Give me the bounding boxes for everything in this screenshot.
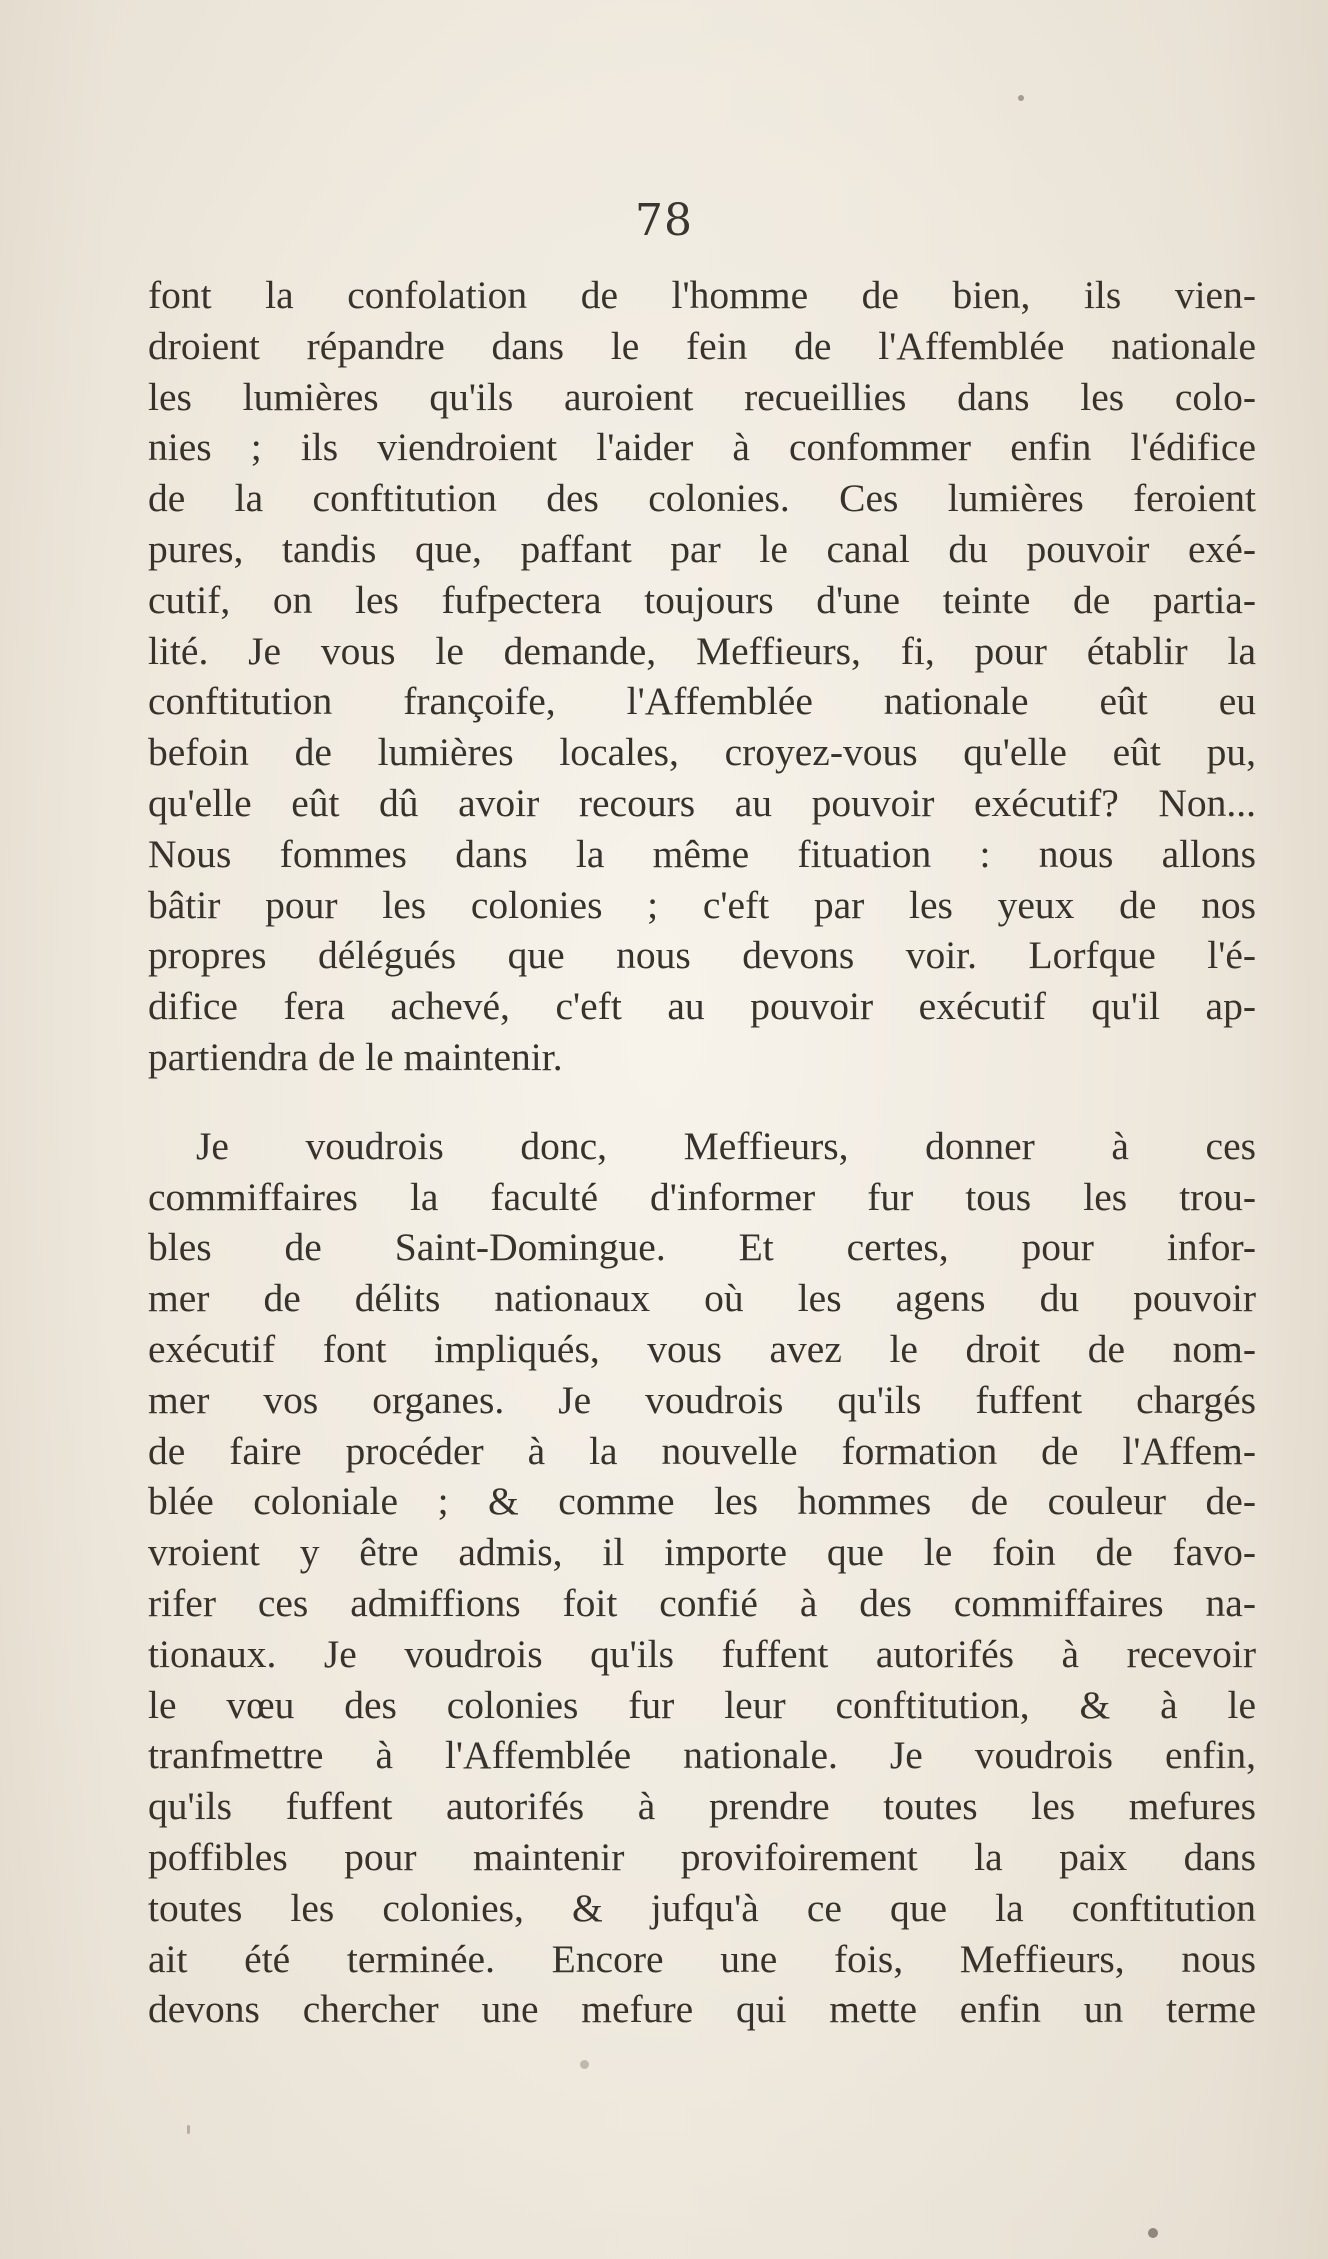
text-line: nies ; ils viendroient l'aider à confommer enfin l'édifice — [148, 425, 1256, 470]
text-line: Nous fommes dans la même fituation : nous allons — [148, 831, 1256, 876]
text-line: le vœu des colonies fur leur conftitution, & à le — [148, 1682, 1256, 1727]
text-line: bles de Saint-Domingue. Et certes, pour infor- — [148, 1225, 1256, 1270]
text-line: exécutif font impliqués, vous avez le droit de nom- — [148, 1326, 1256, 1371]
text-line: befoin de lumières locales, croyez-vous qu'elle eût pu, — [148, 730, 1256, 775]
text-line: toutes les colonies, & jufqu'à ce que la conftitution — [148, 1885, 1256, 1930]
paper-speck — [1148, 2228, 1158, 2238]
paragraph-gap — [148, 1083, 1256, 1121]
text-line: commiffaires la faculté d'informer fur tous les trou- — [148, 1174, 1256, 1219]
text-line: font la confolation de l'homme de bien, ils vien- — [148, 273, 1256, 317]
text-line: les lumières qu'ils auroient recueillies dans les colo- — [148, 374, 1256, 419]
text-line: vroient y être admis, il importe que le foin de favo- — [148, 1530, 1256, 1575]
text-line: qu'elle eût dû avoir recours au pouvoir exécutif? Non... — [148, 780, 1256, 825]
text-line: blée coloniale ; & comme les hommes de couleur de- — [148, 1479, 1256, 1524]
text-line: conftitution françoife, l'Affemblée nationale eût eu — [148, 679, 1256, 724]
paper-speck — [580, 2060, 589, 2069]
text-line: cutif, on les fufpectera toujours d'une teinte de partia- — [148, 577, 1256, 622]
text-line: bâtir pour les colonies ; c'eft par les yeux de nos — [148, 882, 1256, 927]
text-line: poffibles pour maintenir provifoirement la paix dans — [148, 1834, 1256, 1879]
text-line: mer vos organes. Je voudrois qu'ils fuffent chargés — [148, 1377, 1256, 1422]
paragraph-2 — [148, 1121, 1256, 2035]
text-line: devons chercher une mefure qui mette enfin un terme — [148, 1987, 1256, 2032]
text-line: pures, tandis que, paffant par le canal du pouvoir exé- — [148, 526, 1256, 571]
text-line: ait été terminée. Encore une fois, Meffieurs, nous — [148, 1936, 1256, 1981]
paragraph-1 — [148, 270, 1256, 1083]
paper-speck — [187, 2125, 190, 2134]
text-line: droient répandre dans le fein de l'Affemblée nationale — [148, 323, 1256, 368]
text-line: lité. Je vous le demande, Meffieurs, fi, pour établir la — [148, 628, 1256, 673]
text-line: tranfmettre à l'Affemblée nationale. Je voudrois enfin, — [148, 1733, 1256, 1778]
paper-speck — [1018, 95, 1024, 101]
text-line: Je voudrois donc, Meffieurs, donner à ces — [196, 1123, 1256, 1168]
text-line: de faire procéder à la nouvelle formation de l'Affem- — [148, 1428, 1256, 1473]
text-line: rifer ces admiffions foit confié à des commiffaires na- — [148, 1580, 1256, 1625]
text-line: de la conftitution des colonies. Ces lumières feroient — [148, 476, 1256, 521]
text-line: difice fera achevé, c'eft au pouvoir exécutif qu'il ap- — [148, 984, 1256, 1029]
text-line: propres délégués que nous devons voir. Lorfque l'é- — [148, 933, 1256, 978]
body-text — [148, 270, 1256, 2035]
text-line: tionaux. Je voudrois qu'ils fuffent autorifés à recevoir — [148, 1631, 1256, 1676]
text-line: mer de délits nationaux où les agens du pouvoir — [148, 1276, 1256, 1321]
text-line: qu'ils fuffent autorifés à prendre toutes les mefures — [148, 1784, 1256, 1829]
text-line: partiendra de le maintenir. — [148, 1034, 563, 1079]
page-number: 78 — [635, 195, 693, 246]
